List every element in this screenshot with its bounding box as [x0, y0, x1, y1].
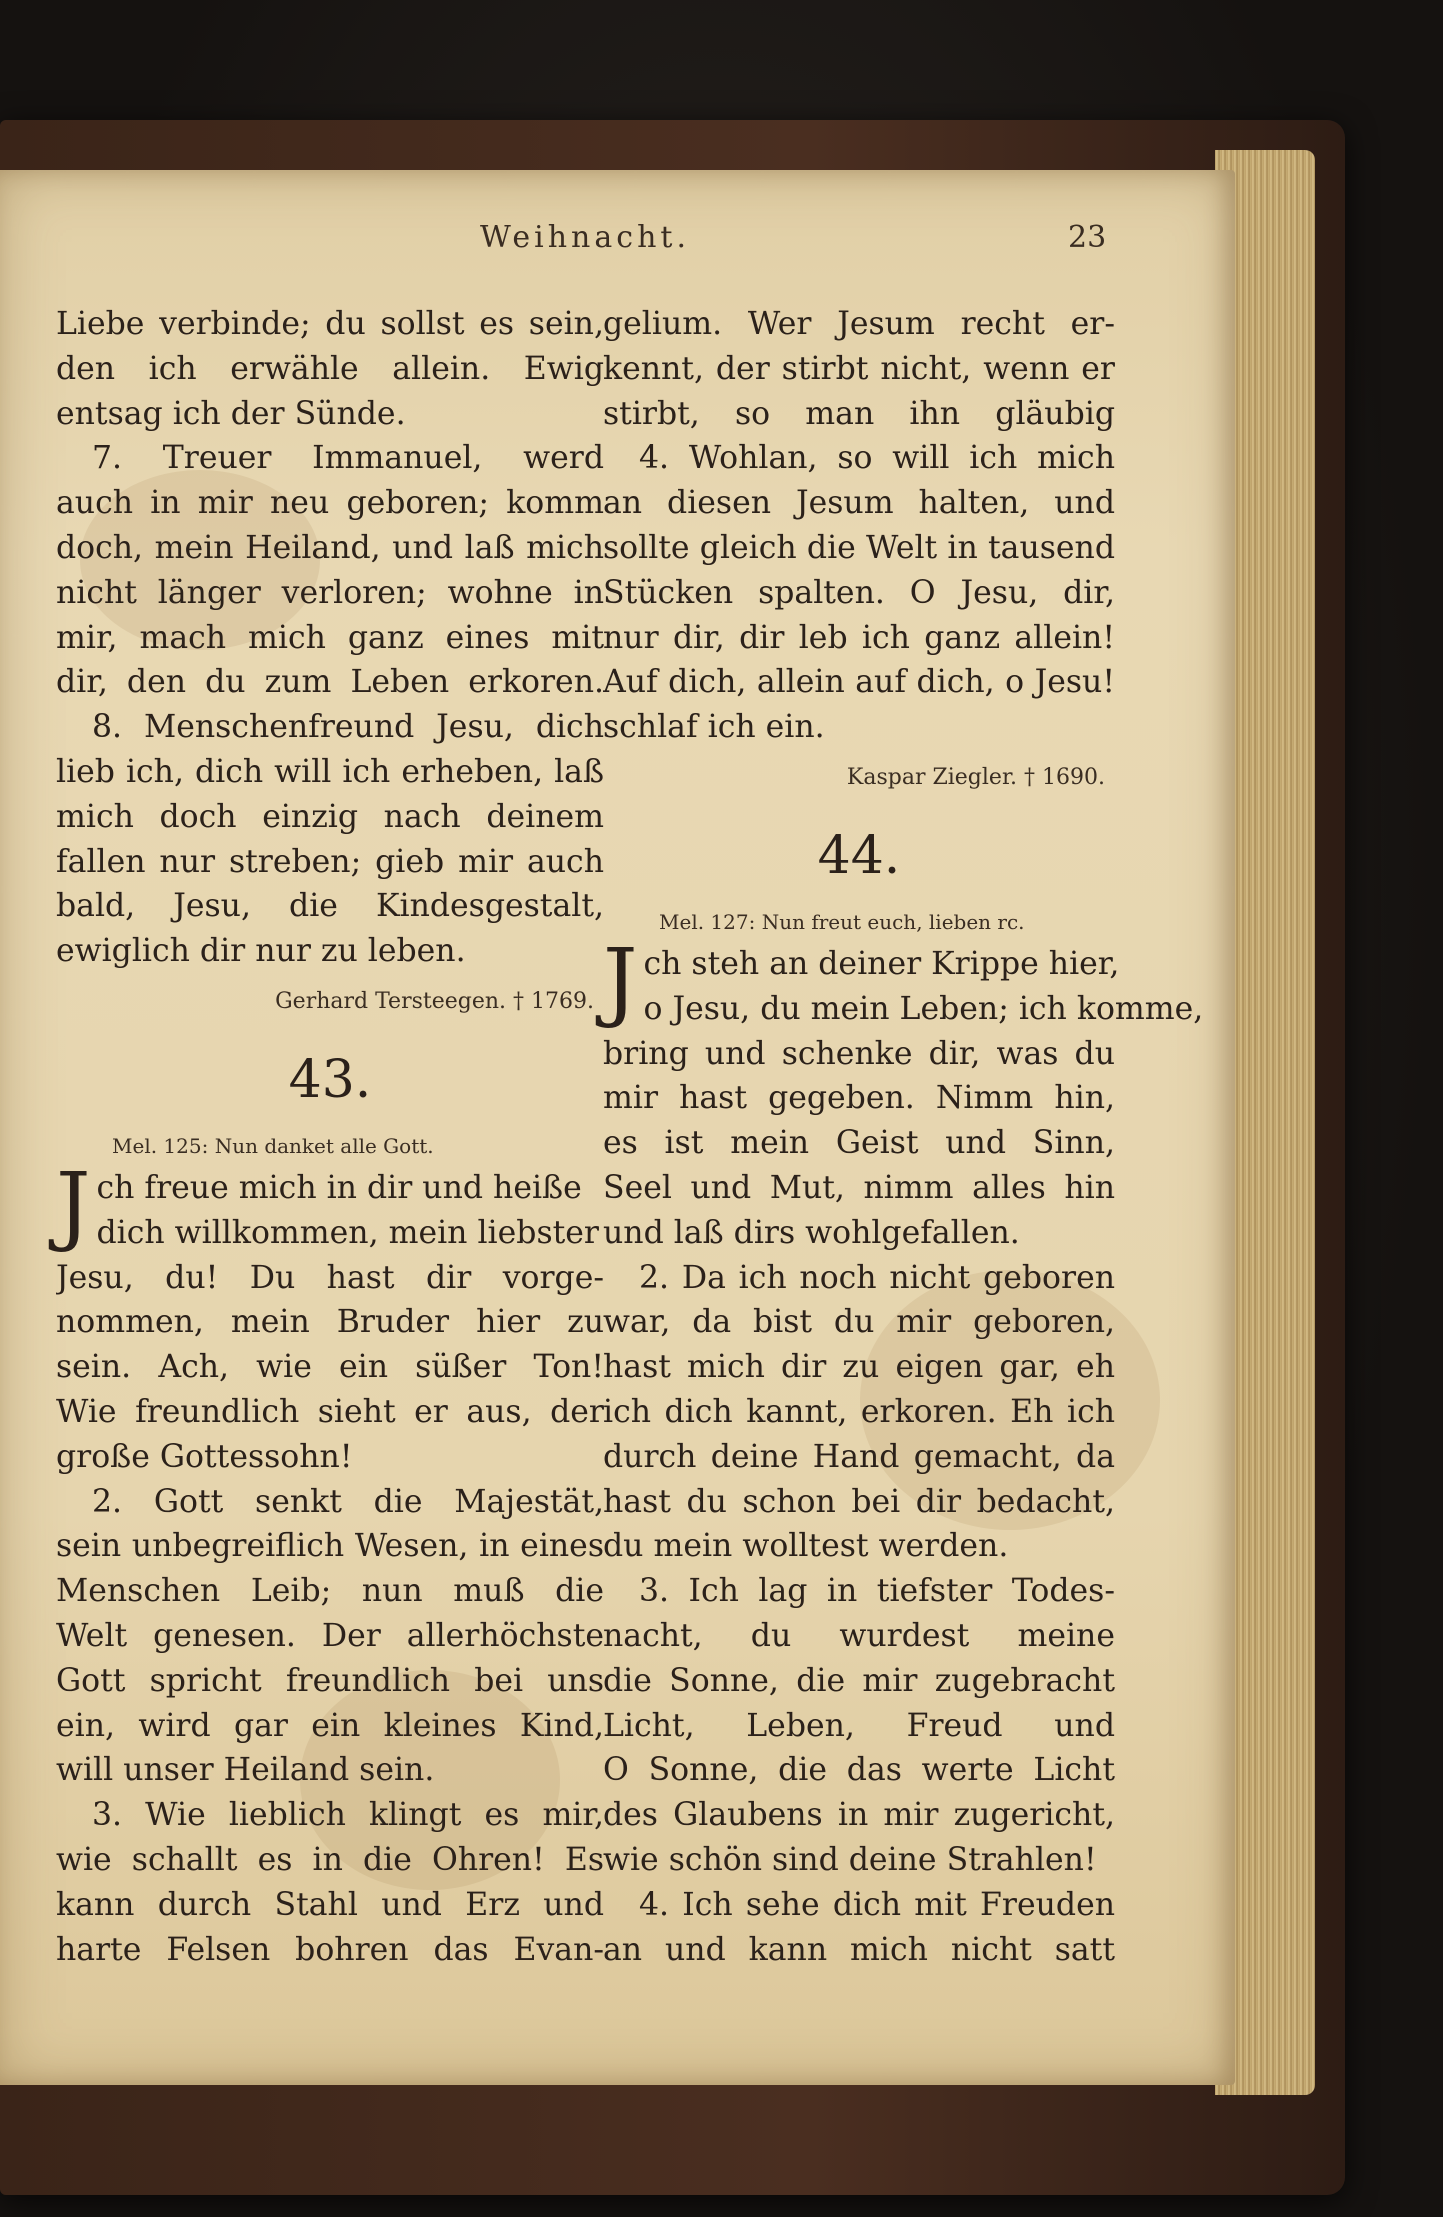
text-line: ich dich kannt, erkoren. Eh ich	[603, 1393, 1115, 1430]
text-line: Liebe verbinde; du sollst es sein,	[56, 306, 604, 342]
text-line: will unser Heiland sein.	[56, 1752, 435, 1789]
text-line: dich willkommen, mein liebster	[96, 1214, 599, 1251]
text-line: den ich erwähle allein. Ewig	[56, 350, 604, 387]
text-line: wie schön sind deine Strahlen!	[603, 1841, 1097, 1878]
text-line: und laß dirs wohlgefallen.	[603, 1214, 1020, 1251]
text-line: nicht länger verloren; wohne in	[56, 574, 604, 611]
page-number: 23	[1068, 220, 1107, 255]
text-line: durch deine Hand gemacht, da	[603, 1438, 1115, 1475]
text-line: Stücken spalten. O Jesu, dir,	[603, 574, 1115, 611]
text-line: ch freue mich in dir und heiße	[96, 1169, 582, 1206]
text-line: sein unbegreiflich Wesen, in eines	[56, 1528, 604, 1565]
text-line: Wie freundlich sieht er aus, der	[56, 1393, 604, 1430]
hymn-attribution: Kaspar Ziegler. † 1690.	[846, 764, 1105, 790]
hymn-number: 43.	[288, 1049, 372, 1110]
text-line: große Gottessohn!	[56, 1438, 353, 1475]
text-line: kann durch Stahl und Erz und	[56, 1886, 604, 1923]
text-line: du mein wolltest werden.	[603, 1528, 1009, 1565]
verse-start-line: 4. Wohlan, so will ich mich	[639, 440, 1115, 477]
text-line: an diesen Jesum halten, und	[603, 485, 1115, 522]
dropcap: J	[56, 1154, 91, 1255]
verse-start-line: 7. Treuer Immanuel, werd	[92, 440, 604, 477]
text-line: ewiglich dir nur zu leben.	[56, 933, 466, 970]
text-line: Jesu, du! Du hast dir vorge-	[56, 1259, 604, 1296]
text-line: Licht, Leben, Freud und	[603, 1707, 1115, 1744]
text-line: die Sonne, die mir zugebracht	[603, 1662, 1115, 1699]
dropcap: J	[603, 930, 638, 1031]
text-line: sein. Ach, wie ein süßer Ton!	[56, 1349, 604, 1386]
text-line: an und kann mich nicht satt	[603, 1931, 1115, 1968]
text-line: mich doch einzig nach deinem	[56, 798, 604, 835]
verse-start-line: 3. Ich lag in tiefster Todes-	[639, 1573, 1115, 1610]
left-column	[56, 302, 604, 1972]
text-line: kennt, der stirbt nicht, wenn er	[603, 350, 1115, 387]
text-line: hast mich dir zu eigen gar, eh	[603, 1349, 1115, 1386]
text-line: nommen, mein Bruder hier zu	[56, 1304, 604, 1341]
text-line: lieb ich, dich will ich erheben, laß	[56, 753, 604, 790]
melody-reference: Mel. 127: Nun freut euch, lieben rc.	[659, 909, 1025, 934]
text-line: bald, Jesu, die Kindesgestalt,	[56, 888, 604, 925]
text-line: schlaf ich ein.	[603, 709, 825, 746]
text-line: ch steh an deiner Krippe hier,	[643, 945, 1120, 982]
text-line: mir hast gegeben. Nimm hin,	[603, 1080, 1115, 1117]
text-line: ein, wird gar ein kleines Kind,	[56, 1707, 604, 1744]
text-line: hast du schon bei dir bedacht,	[603, 1483, 1115, 1520]
text-line: dir, den du zum Leben erkoren.	[56, 664, 604, 701]
hymn-opening	[56, 1154, 604, 1256]
text-line: nur dir, dir leb ich ganz allein!	[603, 619, 1115, 656]
text-line: Seel und Mut, nimm alles hin	[603, 1169, 1115, 1206]
text-line: o Jesu, du mein Leben; ich komme,	[643, 990, 1204, 1027]
text-line: gelium. Wer Jesum recht er-	[603, 306, 1115, 342]
text-line: des Glaubens in mir zugericht,	[603, 1797, 1115, 1834]
melody-reference: Mel. 125: Nun danket alle Gott.	[112, 1133, 434, 1158]
text-line: wie schallt es in die Ohren! Es	[56, 1841, 604, 1878]
text-line: war, da bist du mir geboren,	[603, 1304, 1115, 1341]
text-line: Menschen Leib; nun muß die	[56, 1573, 604, 1610]
page-header	[0, 220, 1235, 260]
text-line: O Sonne, die das werte Licht	[603, 1752, 1115, 1789]
text-line: Gott spricht freundlich bei uns	[56, 1662, 604, 1699]
text-line: entsag ich der Sünde.	[56, 395, 406, 432]
text-line: Auf dich, allein auf dich, o Jesu!	[603, 664, 1115, 701]
hymn-opening	[603, 930, 1204, 1032]
right-column	[603, 302, 1204, 1972]
text-line: fallen nur streben; gieb mir auch	[56, 843, 604, 880]
text-line: doch, mein Heiland, und laß mich	[56, 529, 604, 566]
hymn-attribution: Gerhard Tersteegen. † 1769.	[275, 988, 594, 1014]
verse-start-line: 2. Da ich noch nicht geboren	[639, 1259, 1115, 1296]
verse-start-line: 3. Wie lieblich klingt es mir,	[92, 1797, 604, 1834]
running-title: Weihnacht.	[480, 220, 690, 255]
text-line: stirbt, so man ihn gläubig	[603, 395, 1115, 432]
verse-start-line: 4. Ich sehe dich mit Freuden	[639, 1886, 1115, 1923]
verse-start-line: 2. Gott senkt die Majestät,	[92, 1483, 604, 1520]
text-line: nacht, du wurdest meine	[603, 1617, 1115, 1654]
verse-start-line: 8. Menschenfreund Jesu, dich	[92, 709, 604, 746]
text-line: bring und schenke dir, was du	[603, 1035, 1115, 1072]
text-line: Welt genesen. Der allerhöchste	[56, 1617, 604, 1654]
text-line: auch in mir neu geboren; komm	[56, 485, 604, 522]
text-line: es ist mein Geist und Sinn,	[603, 1125, 1115, 1162]
text-line: harte Felsen bohren das Evan-	[56, 1931, 604, 1968]
text-line: mir, mach mich ganz eines mit	[56, 619, 604, 656]
hymn-number: 44.	[817, 825, 901, 886]
text-line: sollte gleich die Welt in tausend	[603, 529, 1115, 566]
